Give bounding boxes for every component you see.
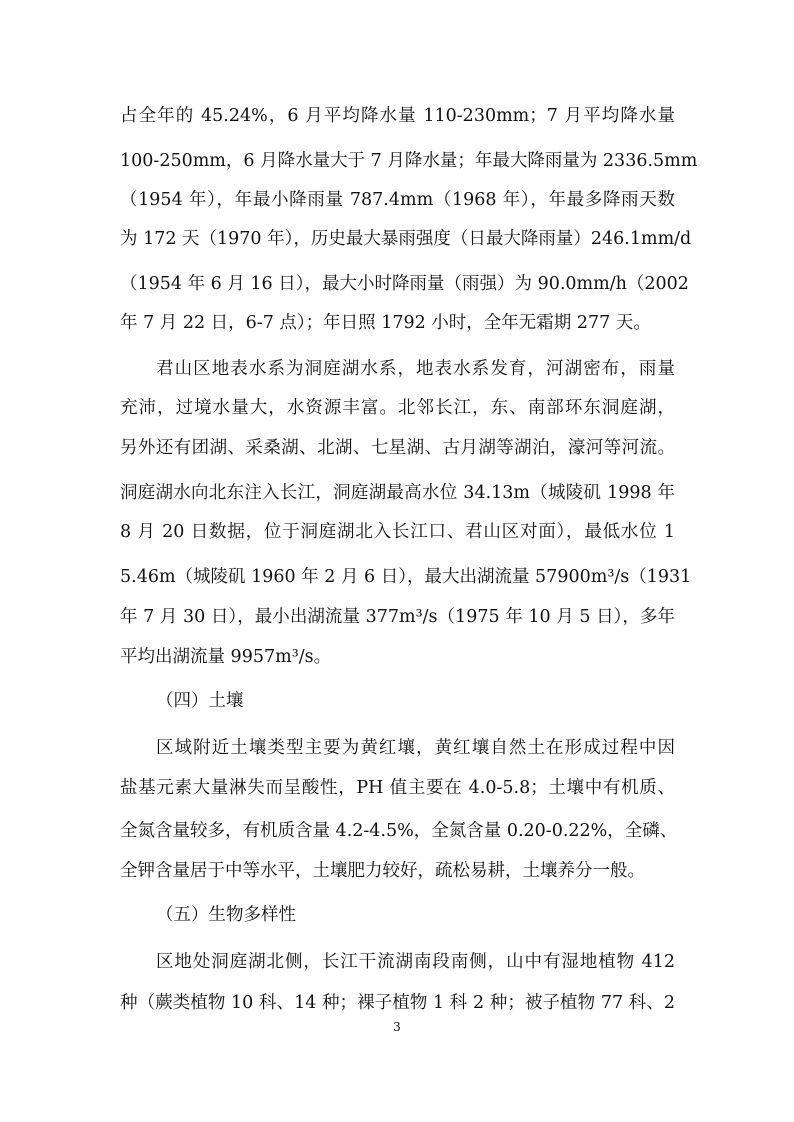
text-line: 年 7 月 30 日），最小出湖流量 377m³/s（1975 年 10 月 5 日），多年 [120, 607, 675, 627]
text-line: 全钾含量居于中等水平，土壤肥力较好，疏松易耕，土壤养分一般。 [120, 861, 645, 881]
section-heading-soil: （四）土壤 [156, 691, 244, 711]
text-line: 占全年的 45.24%，6 月平均降水量 110-230mm；7 月平均降水量 [120, 106, 675, 126]
text-line: （1954 年），年最小降雨量 787.4mm（1968 年），年最多降雨天数 [120, 190, 675, 210]
text-line: 君山区地表水系为洞庭湖水系，地表水系发育，河湖密布，雨量 [156, 359, 675, 379]
text-line: 洞庭湖水向北东注入长江，洞庭湖最高水位 34.13m（城陵矶 1998 年 [120, 483, 675, 503]
text-line: （1954 年 6 月 16 日），最大小时降雨量（雨强）为 90.0mm/h（2002 [120, 274, 689, 294]
text-line: 种（蕨类植物 10 科、14 种；裸子植物 1 科 2 种；被子植物 77 科、2 [120, 993, 675, 1013]
text-line: 全氮含量较多，有机质含量 4.2-4.5%，全氮含量 0.20-0.22%，全磷、 [120, 821, 678, 841]
text-line: 区域附近土壤类型主要为黄红壤，黄红壤自然土在形成过程中因 [156, 738, 675, 758]
text-line: 平均出湖流量 9957m³/s。 [120, 647, 332, 667]
text-line: 为 172 天（1970 年），历史最大暴雨强度（日最大降雨量）246.1mm/d [120, 229, 692, 249]
text-line: 区地处洞庭湖北侧，长江干流湖南段南侧，山中有湿地植物 412 [156, 952, 675, 972]
text-line: 8 月 20 日数据，位于洞庭湖北入长江口、君山区对面），最低水位 1 [120, 522, 675, 542]
section-heading-biodiversity: （五）生物多样性 [156, 905, 296, 925]
text-line: 充沛，过境水量大，水资源丰富。北邻长江，东、南部环东洞庭湖， [120, 398, 675, 418]
text-line: 100-250mm，6 月降水量大于 7 月降水量；年最大降雨量为 2336.5mm [120, 151, 698, 171]
page-number: 3 [393, 1020, 401, 1034]
text-line: 5.46m（城陵矶 1960 年 2 月 6 日），最大出湖流量 57900m³/s（1931 [120, 567, 692, 587]
text-line: 另外还有团湖、采桑湖、北湖、七星湖、古月湖等湖泊，濠河等河流。 [120, 438, 675, 458]
text-line: 盐基元素大量淋失而呈酸性，PH 值主要在 4.0-5.8；土壤中有机质、 [120, 778, 675, 798]
text-line: 年 7 月 22 日，6-7 点）；年日照 1792 小时，全年无霜期 277 天。 [120, 313, 651, 333]
